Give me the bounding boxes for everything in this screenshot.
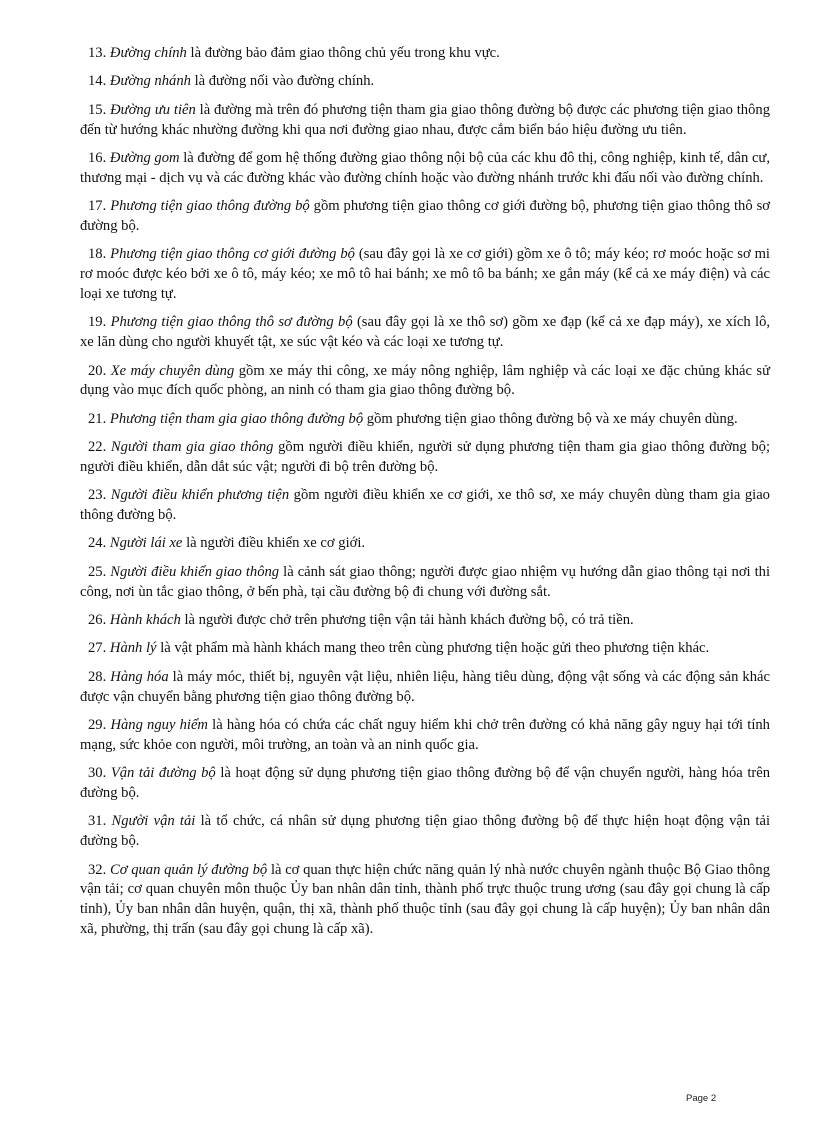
item-number: 18. [88,246,107,263]
definition-paragraph [80,563,770,603]
item-number: 15. [88,101,107,118]
defined-term: Hàng nguy hiểm [110,717,208,734]
definition-text: là hoạt động sử dụng phương tiện giao thông đường bộ để vận chuyển người, hàng hóa trên đường bộ. [80,765,771,801]
defined-term: Người điều khiển giao thông [110,563,280,580]
item-number: 17. [88,198,107,215]
item-number: 23. [88,487,107,504]
definition-text: là tổ chức, cá nhân sử dụng phương tiện giao thông đường bộ để thực hiện hoạt động vận tải đường bộ. [80,813,771,850]
document-body [80,44,770,948]
item-number: 30. [88,765,107,782]
definition-paragraph [80,639,770,659]
definition-paragraph [80,438,770,478]
definition-paragraph [80,44,770,64]
definition-paragraph [80,764,770,804]
item-number: 14. [88,73,107,90]
defined-term: Hành khách [109,612,181,629]
definition-paragraph [80,861,770,940]
definition-paragraph [80,716,770,756]
definition-paragraph [80,245,770,304]
defined-term: Người điều khiển phương tiện [110,487,290,504]
defined-term: Cơ quan quản lý đường bộ [109,861,268,878]
item-number: 20. [88,362,107,379]
page-number: Page 2 [686,1093,717,1104]
item-number: 13. [88,45,107,61]
definition-text: gồm xe máy thi công, xe máy nông nghiệp, lâm nghiệp và các loại xe đặc chủng khác sử dụng vào mục đích quốc phòng, an ninh có tham gia giao thông đường bộ. [80,362,770,399]
definition-paragraph [80,486,770,526]
defined-term: Đường chính [109,45,187,61]
defined-term: Xe máy chuyên dùng [110,362,235,379]
defined-term: Phương tiện giao thông cơ giới đường bộ [110,246,355,263]
definition-paragraph [80,72,770,92]
defined-term: Vận tải đường bộ [110,765,216,782]
definition-text: là đường mà trên đó phương tiện tham gia giao thông đường bộ được các phương tiện giao thông đến từ hướng khác nhường đường khi qua nơi đường giao nhau, được cắm biển báo hiệu đường ưu tiên. [80,101,770,138]
defined-term: Người lái xe [109,535,183,552]
item-number: 32. [88,861,107,878]
defined-term: Hàng hóa [110,668,169,685]
defined-term: Phương tiện tham gia giao thông đường bộ [109,410,364,427]
defined-term: Đường ưu tiên [110,101,196,118]
definition-paragraph [80,149,770,189]
definition-text: là cơ quan thực hiện chức năng quản lý nhà nước chuyên ngành thuộc Bộ Giao thông vận tải; cơ quan chuyên môn thuộc Ủy ban nhân dân tỉnh, thành phố trực thuộc trung ương (sau đây gọi chung là cấp tỉnh), Ủy ban nhân dân huyện, quận, thị xã, thành phố thuộc tỉnh (sau đây gọi chung là cấp huyện); Ủy ban nhân dân xã, phường, thị trấn (sau đây gọi chung là cấp xã). [80,861,770,937]
definition-paragraph [80,362,770,402]
definition-paragraph [80,197,770,237]
item-number: 31. [88,813,107,830]
definition-paragraph [80,611,770,631]
definition-paragraph [80,668,770,708]
item-number: 28. [88,668,107,685]
definition-text: là người được chở trên phương tiện vận tải hành khách đường bộ, có trả tiền. [184,612,634,629]
definition-text: là đường để gom hệ thống đường giao thông nội bộ của các khu đô thị, công nghiệp, kinh tế, dân cư, thương mại - dịch vụ và các đường khác vào đường chính hoặc vào đường nhánh trước khi đấu nối vào đường chính. [80,149,770,186]
definition-text: là đường bảo đảm giao thông chủ yếu trong khu vực. [190,45,500,61]
definition-text: là đường nối vào đường chính. [194,73,375,90]
definition-text: là hàng hóa có chứa các chất nguy hiểm khi chở trên đường có khả năng gây nguy hại tới tính mạng, sức khỏe con người, môi trường, an toàn và an ninh quốc gia. [80,717,770,753]
item-number: 19. [88,314,107,331]
definition-text: (sau đây gọi là xe thô sơ) gồm xe đạp (kể cả xe đạp máy), xe xích lô, xe lăn dùng cho người khuyết tật, xe súc vật kéo và các loại xe tương tự. [80,314,771,351]
definition-paragraph [80,313,770,353]
item-number: 21. [88,410,107,427]
item-number: 26. [88,612,107,629]
definition-text: gồm phương tiện giao thông đường bộ và xe máy chuyên dùng. [366,410,738,427]
defined-term: Người vận tải [111,813,196,830]
item-number: 29. [88,717,107,734]
defined-term: Hành lý [109,640,157,657]
definition-paragraph [80,534,770,554]
definition-paragraph [80,812,770,852]
definition-text: gồm người điều khiển, người sử dụng phương tiện tham gia giao thông đường bộ; người điều khiển, dẫn dắt súc vật; người đi bộ trên đường bộ. [80,439,771,475]
defined-term: Phương tiện giao thông thô sơ đường bộ [110,314,353,331]
item-number: 25. [88,563,107,580]
item-number: 24. [88,535,107,552]
definition-text: là máy móc, thiết bị, nguyên vật liệu, nhiên liệu, hàng tiêu dùng, động vật sống và các động sản khác được vận chuyển bằng phương tiện giao thông đường bộ. [80,668,770,705]
defined-term: Đường nhánh [109,73,191,90]
definition-text: gồm phương tiện giao thông cơ giới đường bộ, phương tiện giao thông thô sơ đường bộ. [80,198,770,234]
item-number: 27. [88,640,107,657]
item-number: 16. [88,149,107,166]
definition-text: (sau đây gọi là xe cơ giới) gồm xe ô tô; máy kéo; rơ moóc hoặc sơ mi rơ moóc được kéo bởi xe ô tô, máy kéo; xe mô tô hai bánh; xe mô tô ba bánh; xe gắn máy (kể cả xe máy điện) và các loại xe tương tự. [80,246,770,302]
defined-term: Người tham gia giao thông [110,439,274,456]
definition-text: là cảnh sát giao thông; người được giao nhiệm vụ hướng dẫn giao thông tại nơi thi công, nơi ùn tắc giao thông, ở bến phà, tại cầu đường bộ đi chung với đường sắt. [80,563,771,600]
definition-text: là người điều khiển xe cơ giới. [186,535,366,552]
definition-paragraph [80,410,770,430]
defined-term: Đường gom [109,149,180,166]
definition-text: gồm người điều khiển xe cơ giới, xe thô sơ, xe máy chuyên dùng tham gia giao thông đường bộ. [80,487,770,524]
definition-text: là vật phẩm mà hành khách mang theo trên cùng phương tiện hoặc gửi theo phương tiện khác. [160,640,710,657]
definition-paragraph [80,101,770,141]
defined-term: Phương tiện giao thông đường bộ [110,198,310,215]
item-number: 22. [88,439,107,456]
